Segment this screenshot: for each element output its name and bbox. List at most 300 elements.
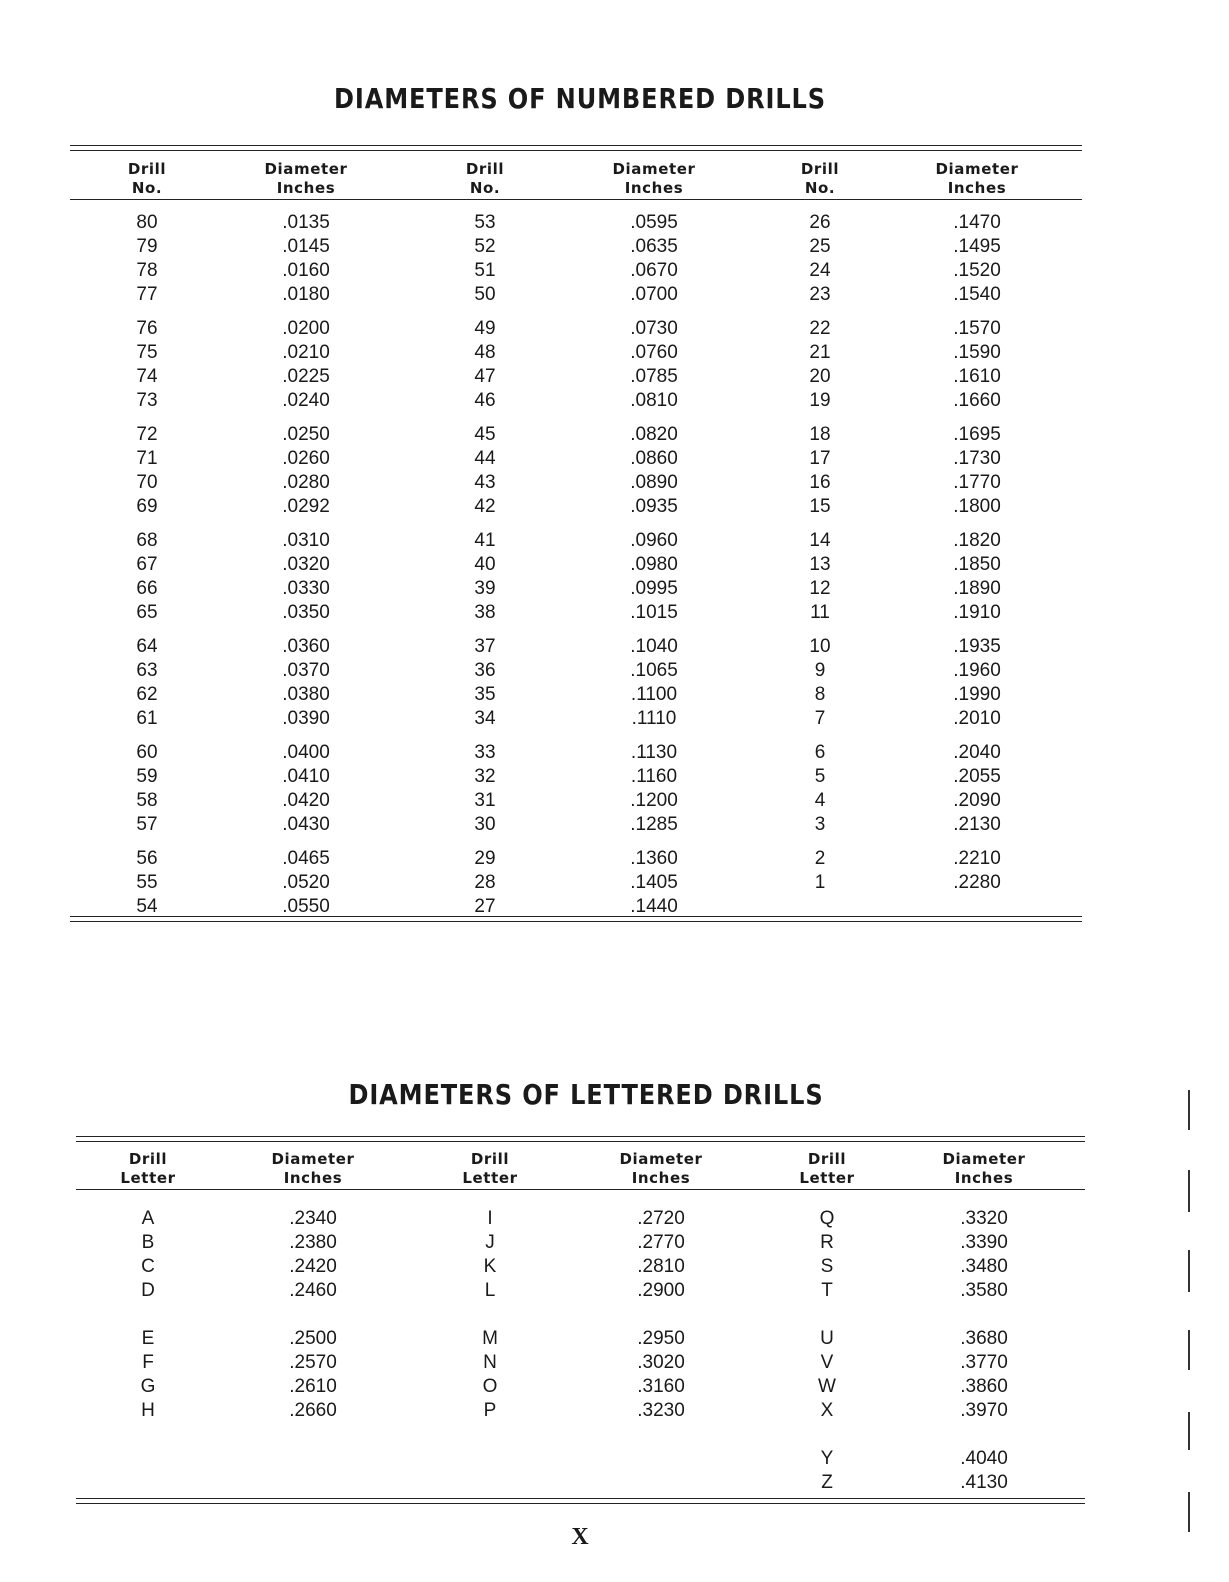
table-row bbox=[70, 813, 1082, 837]
drill-number-cell: 48 bbox=[474, 342, 496, 363]
drill-number-cell: 69 bbox=[136, 496, 158, 517]
drill-number-cell: 78 bbox=[136, 260, 158, 281]
column-header-drill-letter bbox=[430, 1150, 550, 1188]
drill-number-cell: 27 bbox=[474, 896, 496, 917]
diameter-cell: .0420 bbox=[282, 790, 330, 811]
drill-letter-cell: W bbox=[818, 1376, 836, 1397]
drill-number-cell: 60 bbox=[136, 742, 158, 763]
diameter-cell: .2500 bbox=[289, 1328, 337, 1349]
drill-number-cell: 64 bbox=[136, 636, 158, 657]
drill-letter-cell: V bbox=[820, 1352, 834, 1373]
table-row bbox=[70, 283, 1082, 307]
drill-number-cell: 40 bbox=[474, 554, 496, 575]
diameter-cell: .0760 bbox=[630, 342, 678, 363]
table-row bbox=[70, 259, 1082, 283]
drill-number-cell: 13 bbox=[809, 554, 831, 575]
diameter-cell: .1660 bbox=[953, 390, 1001, 411]
diameter-cell: .0935 bbox=[630, 496, 678, 517]
header-line: Inches bbox=[624, 179, 684, 197]
header-line: Letter bbox=[120, 1169, 176, 1187]
drill-number-cell: 49 bbox=[474, 318, 496, 339]
drill-number-cell: 67 bbox=[136, 554, 158, 575]
drill-letter-cell: P bbox=[483, 1400, 497, 1421]
diameter-cell: .1590 bbox=[953, 342, 1001, 363]
header-line: Letter bbox=[462, 1169, 518, 1187]
diameter-cell: .1495 bbox=[953, 236, 1001, 257]
header-line: Drill bbox=[470, 1150, 510, 1168]
header-line: Inches bbox=[631, 1169, 691, 1187]
drill-letter-cell: O bbox=[482, 1376, 498, 1397]
diameter-cell: .0730 bbox=[630, 318, 678, 339]
drill-letter-cell: G bbox=[140, 1376, 156, 1397]
drill-number-cell: 77 bbox=[136, 284, 158, 305]
header-line: Inches bbox=[283, 1169, 343, 1187]
drill-number-cell: 21 bbox=[809, 342, 831, 363]
diameter-cell: .3160 bbox=[637, 1376, 685, 1397]
diameter-cell: .1360 bbox=[630, 848, 678, 869]
drill-number-cell: 43 bbox=[474, 472, 496, 493]
drill-number-cell: 9 bbox=[814, 660, 826, 681]
diameter-cell: .1285 bbox=[630, 814, 678, 835]
drill-number-cell: 53 bbox=[474, 212, 496, 233]
table-row bbox=[76, 1351, 1085, 1375]
drill-number-cell: 73 bbox=[136, 390, 158, 411]
drill-number-cell: 41 bbox=[474, 530, 496, 551]
diameter-cell: .1935 bbox=[953, 636, 1001, 657]
drill-number-cell: 22 bbox=[809, 318, 831, 339]
page-number: X bbox=[571, 1524, 589, 1550]
column-header-diameter bbox=[924, 1150, 1044, 1188]
margin-mark bbox=[1188, 1170, 1190, 1212]
drill-number-cell: 62 bbox=[136, 684, 158, 705]
diameter-cell: .1570 bbox=[953, 318, 1001, 339]
diameter-cell: .1610 bbox=[953, 366, 1001, 387]
table-row bbox=[70, 789, 1082, 813]
header-line: No. bbox=[131, 179, 163, 197]
drill-number-cell: 19 bbox=[809, 390, 831, 411]
diameter-cell: .0960 bbox=[630, 530, 678, 551]
header-line: Drill bbox=[465, 160, 505, 178]
table-row bbox=[76, 1255, 1085, 1279]
diameter-cell: .2040 bbox=[953, 742, 1001, 763]
drill-number-cell: 59 bbox=[136, 766, 158, 787]
drill-number-cell: 7 bbox=[814, 708, 826, 729]
diameter-cell: .0595 bbox=[630, 212, 678, 233]
diameter-cell: .2950 bbox=[637, 1328, 685, 1349]
drill-number-cell: 57 bbox=[136, 814, 158, 835]
table-row bbox=[70, 871, 1082, 895]
diameter-cell: .3020 bbox=[637, 1352, 685, 1373]
table-row bbox=[70, 577, 1082, 601]
drill-number-cell: 25 bbox=[809, 236, 831, 257]
diameter-cell: .1440 bbox=[630, 896, 678, 917]
drill-number-cell: 20 bbox=[809, 366, 831, 387]
diameter-cell: .2210 bbox=[953, 848, 1001, 869]
drill-number-cell: 46 bbox=[474, 390, 496, 411]
diameter-cell: .2380 bbox=[289, 1232, 337, 1253]
drill-number-cell: 50 bbox=[474, 284, 496, 305]
header-line: Drill bbox=[127, 160, 167, 178]
drill-number-cell: 47 bbox=[474, 366, 496, 387]
drill-number-cell: 1 bbox=[814, 872, 826, 893]
table-row bbox=[76, 1207, 1085, 1231]
table-row bbox=[76, 1375, 1085, 1399]
table-bottom-rule bbox=[70, 916, 1082, 922]
diameter-cell: .4130 bbox=[960, 1472, 1008, 1493]
table-row bbox=[70, 741, 1082, 765]
diameter-cell: .2460 bbox=[289, 1280, 337, 1301]
diameter-cell: .0550 bbox=[282, 896, 330, 917]
table-top-rule bbox=[76, 1136, 1085, 1142]
drill-number-cell: 34 bbox=[474, 708, 496, 729]
drill-number-cell: 18 bbox=[809, 424, 831, 445]
diameter-cell: .2010 bbox=[953, 708, 1001, 729]
column-header-diameter bbox=[246, 160, 366, 198]
diameter-cell: .1730 bbox=[953, 448, 1001, 469]
drill-letter-cell: X bbox=[820, 1400, 834, 1421]
table-row bbox=[70, 765, 1082, 789]
header-line: Diameter bbox=[264, 160, 348, 178]
table-row bbox=[76, 1231, 1085, 1255]
drill-letter-cell: S bbox=[820, 1256, 834, 1277]
header-line: Diameter bbox=[619, 1150, 703, 1168]
drill-number-cell: 79 bbox=[136, 236, 158, 257]
diameter-cell: .2720 bbox=[637, 1208, 685, 1229]
drill-letter-cell: Q bbox=[819, 1208, 835, 1229]
diameter-cell: .1200 bbox=[630, 790, 678, 811]
drill-number-cell: 37 bbox=[474, 636, 496, 657]
drill-number-cell: 32 bbox=[474, 766, 496, 787]
diameter-cell: .1960 bbox=[953, 660, 1001, 681]
drill-letter-cell: K bbox=[483, 1256, 497, 1277]
drill-letter-cell: H bbox=[141, 1400, 155, 1421]
diameter-cell: .0180 bbox=[282, 284, 330, 305]
diameter-cell: .0860 bbox=[630, 448, 678, 469]
diameter-cell: .2770 bbox=[637, 1232, 685, 1253]
drill-letter-cell: I bbox=[487, 1208, 493, 1229]
header-rule bbox=[76, 1189, 1085, 1190]
diameter-cell: .1910 bbox=[953, 602, 1001, 623]
lettered-drills-title: DIAMETERS OF LETTERED DRILLS bbox=[348, 1078, 824, 1111]
header-line: Inches bbox=[954, 1169, 1014, 1187]
diameter-cell: .1160 bbox=[630, 766, 678, 787]
margin-mark bbox=[1188, 1330, 1190, 1370]
table-row bbox=[70, 529, 1082, 553]
header-line: Drill bbox=[128, 1150, 168, 1168]
diameter-cell: .0820 bbox=[630, 424, 678, 445]
drill-number-cell: 12 bbox=[809, 578, 831, 599]
drill-number-cell: 70 bbox=[136, 472, 158, 493]
table-row bbox=[70, 471, 1082, 495]
diameter-cell: .3480 bbox=[960, 1256, 1008, 1277]
drill-number-cell: 36 bbox=[474, 660, 496, 681]
diameter-cell: .0280 bbox=[282, 472, 330, 493]
drill-letter-cell: N bbox=[483, 1352, 497, 1373]
diameter-cell: .1040 bbox=[630, 636, 678, 657]
diameter-cell: .0785 bbox=[630, 366, 678, 387]
header-line: Diameter bbox=[612, 160, 696, 178]
drill-number-cell: 56 bbox=[136, 848, 158, 869]
diameter-cell: .2420 bbox=[289, 1256, 337, 1277]
table-row bbox=[70, 235, 1082, 259]
diameter-cell: .0635 bbox=[630, 236, 678, 257]
diameter-cell: .1405 bbox=[630, 872, 678, 893]
diameter-cell: .0210 bbox=[282, 342, 330, 363]
header-line: Drill bbox=[800, 160, 840, 178]
drill-letter-cell: T bbox=[821, 1280, 833, 1301]
diameter-cell: .1130 bbox=[630, 742, 678, 763]
margin-mark bbox=[1188, 1492, 1190, 1532]
header-line: Diameter bbox=[942, 1150, 1026, 1168]
column-header-diameter bbox=[601, 1150, 721, 1188]
drill-number-cell: 66 bbox=[136, 578, 158, 599]
diameter-cell: .0465 bbox=[282, 848, 330, 869]
header-line: Letter bbox=[799, 1169, 855, 1187]
diameter-cell: .3580 bbox=[960, 1280, 1008, 1301]
diameter-cell: .0350 bbox=[282, 602, 330, 623]
diameter-cell: .2280 bbox=[953, 872, 1001, 893]
diameter-cell: .1770 bbox=[953, 472, 1001, 493]
drill-number-cell: 80 bbox=[136, 212, 158, 233]
diameter-cell: .2130 bbox=[953, 814, 1001, 835]
table-row bbox=[70, 423, 1082, 447]
drill-number-cell: 11 bbox=[810, 602, 830, 623]
diameter-cell: .0670 bbox=[630, 260, 678, 281]
drill-number-cell: 28 bbox=[474, 872, 496, 893]
table-row bbox=[76, 1279, 1085, 1303]
drill-number-cell: 33 bbox=[474, 742, 496, 763]
diameter-cell: .0160 bbox=[282, 260, 330, 281]
diameter-cell: .4040 bbox=[960, 1448, 1008, 1469]
table-row bbox=[76, 1399, 1085, 1423]
table-row bbox=[76, 1471, 1085, 1495]
diameter-cell: .1800 bbox=[953, 496, 1001, 517]
table-row bbox=[70, 707, 1082, 731]
drill-letter-cell: U bbox=[820, 1328, 834, 1349]
drill-number-cell: 61 bbox=[136, 708, 158, 729]
diameter-cell: .0330 bbox=[282, 578, 330, 599]
diameter-cell: .0980 bbox=[630, 554, 678, 575]
drill-number-cell: 72 bbox=[136, 424, 158, 445]
diameter-cell: .0410 bbox=[282, 766, 330, 787]
diameter-cell: .2340 bbox=[289, 1208, 337, 1229]
drill-number-cell: 8 bbox=[814, 684, 826, 705]
diameter-cell: .0995 bbox=[630, 578, 678, 599]
drill-number-cell: 23 bbox=[809, 284, 831, 305]
diameter-cell: .3320 bbox=[960, 1208, 1008, 1229]
table-row bbox=[76, 1447, 1085, 1471]
drill-number-cell: 30 bbox=[474, 814, 496, 835]
drill-number-cell: 14 bbox=[809, 530, 831, 551]
diameter-cell: .1820 bbox=[953, 530, 1001, 551]
drill-letter-cell: M bbox=[482, 1328, 498, 1349]
diameter-cell: .0400 bbox=[282, 742, 330, 763]
drill-number-cell: 10 bbox=[809, 636, 831, 657]
diameter-cell: .3770 bbox=[960, 1352, 1008, 1373]
table-top-rule bbox=[70, 145, 1082, 151]
diameter-cell: .3390 bbox=[960, 1232, 1008, 1253]
diameter-cell: .1470 bbox=[953, 212, 1001, 233]
diameter-cell: .0250 bbox=[282, 424, 330, 445]
drill-number-cell: 74 bbox=[136, 366, 158, 387]
diameter-cell: .0430 bbox=[282, 814, 330, 835]
diameter-cell: .1015 bbox=[630, 602, 678, 623]
diameter-cell: .0292 bbox=[282, 496, 330, 517]
table-row bbox=[70, 683, 1082, 707]
drill-number-cell: 51 bbox=[474, 260, 496, 281]
table-row bbox=[70, 211, 1082, 235]
diameter-cell: .1110 bbox=[631, 708, 677, 729]
diameter-cell: .2055 bbox=[953, 766, 1001, 787]
drill-number-cell: 3 bbox=[814, 814, 826, 835]
table-row bbox=[70, 495, 1082, 519]
drill-letter-cell: L bbox=[484, 1280, 496, 1301]
lettered-drills-table bbox=[76, 1136, 1085, 1508]
drill-number-cell: 26 bbox=[809, 212, 831, 233]
numbered-drills-title: DIAMETERS OF NUMBERED DRILLS bbox=[334, 82, 826, 115]
drill-number-cell: 6 bbox=[814, 742, 826, 763]
drill-number-cell: 52 bbox=[474, 236, 496, 257]
numbered-drills-table bbox=[70, 145, 1082, 925]
diameter-cell: .2660 bbox=[289, 1400, 337, 1421]
diameter-cell: .0200 bbox=[282, 318, 330, 339]
table-bottom-rule bbox=[76, 1498, 1085, 1504]
diameter-cell: .2810 bbox=[637, 1256, 685, 1277]
drill-number-cell: 17 bbox=[809, 448, 831, 469]
margin-mark bbox=[1188, 1412, 1190, 1450]
drill-number-cell: 39 bbox=[474, 578, 496, 599]
drill-number-cell: 45 bbox=[474, 424, 496, 445]
drill-number-cell: 24 bbox=[809, 260, 831, 281]
drill-letter-cell: C bbox=[141, 1256, 155, 1277]
diameter-cell: .1520 bbox=[953, 260, 1001, 281]
diameter-cell: .0520 bbox=[282, 872, 330, 893]
header-line: Diameter bbox=[271, 1150, 355, 1168]
drill-number-cell: 68 bbox=[136, 530, 158, 551]
header-line: No. bbox=[804, 179, 836, 197]
diameter-cell: .1990 bbox=[953, 684, 1001, 705]
drill-number-cell: 31 bbox=[474, 790, 496, 811]
diameter-cell: .1540 bbox=[953, 284, 1001, 305]
drill-number-cell: 44 bbox=[474, 448, 496, 469]
header-line: Diameter bbox=[935, 160, 1019, 178]
drill-number-cell: 54 bbox=[136, 896, 158, 917]
header-line: No. bbox=[469, 179, 501, 197]
column-header-drill-letter bbox=[767, 1150, 887, 1188]
diameter-cell: .2610 bbox=[289, 1376, 337, 1397]
diameter-cell: .0810 bbox=[630, 390, 678, 411]
diameter-cell: .2570 bbox=[289, 1352, 337, 1373]
drill-number-cell: 58 bbox=[136, 790, 158, 811]
diameter-cell: .3860 bbox=[960, 1376, 1008, 1397]
diameter-cell: .3680 bbox=[960, 1328, 1008, 1349]
column-header-diameter bbox=[917, 160, 1037, 198]
diameter-cell: .2900 bbox=[637, 1280, 685, 1301]
drill-number-cell: 42 bbox=[474, 496, 496, 517]
header-line: Drill bbox=[807, 1150, 847, 1168]
diameter-cell: .0370 bbox=[282, 660, 330, 681]
table-row bbox=[70, 553, 1082, 577]
drill-number-cell: 38 bbox=[474, 602, 496, 623]
header-line: Inches bbox=[947, 179, 1007, 197]
drill-number-cell: 65 bbox=[136, 602, 158, 623]
drill-letter-cell: J bbox=[485, 1232, 495, 1253]
drill-letter-cell: B bbox=[141, 1232, 155, 1253]
drill-number-cell: 2 bbox=[814, 848, 826, 869]
diameter-cell: .3230 bbox=[637, 1400, 685, 1421]
drill-letter-cell: R bbox=[820, 1232, 834, 1253]
drill-letter-cell: D bbox=[141, 1280, 155, 1301]
diameter-cell: .0320 bbox=[282, 554, 330, 575]
diameter-cell: .0310 bbox=[282, 530, 330, 551]
drill-number-cell: 35 bbox=[474, 684, 496, 705]
table-row bbox=[70, 847, 1082, 871]
column-header-drill-number bbox=[425, 160, 545, 198]
table-row bbox=[70, 341, 1082, 365]
drill-number-cell: 55 bbox=[136, 872, 158, 893]
drill-letter-cell: Y bbox=[820, 1448, 834, 1469]
drill-number-cell: 71 bbox=[136, 448, 158, 469]
diameter-cell: .0390 bbox=[282, 708, 330, 729]
drill-number-cell: 29 bbox=[474, 848, 496, 869]
diameter-cell: .1850 bbox=[953, 554, 1001, 575]
diameter-cell: .1695 bbox=[953, 424, 1001, 445]
drill-letter-cell: A bbox=[141, 1208, 155, 1229]
diameter-cell: .1065 bbox=[630, 660, 678, 681]
margin-mark bbox=[1188, 1090, 1190, 1130]
diameter-cell: .0380 bbox=[282, 684, 330, 705]
diameter-cell: .0890 bbox=[630, 472, 678, 493]
diameter-cell: .2090 bbox=[953, 790, 1001, 811]
column-header-drill-number bbox=[87, 160, 207, 198]
table-row bbox=[70, 317, 1082, 341]
column-header-diameter bbox=[594, 160, 714, 198]
margin-mark bbox=[1188, 1250, 1190, 1292]
drill-number-cell: 5 bbox=[814, 766, 826, 787]
table-row bbox=[70, 659, 1082, 683]
diameter-cell: .0240 bbox=[282, 390, 330, 411]
column-header-drill-letter bbox=[88, 1150, 208, 1188]
drill-letter-cell: E bbox=[141, 1328, 155, 1349]
drill-number-cell: 63 bbox=[136, 660, 158, 681]
drill-number-cell: 76 bbox=[136, 318, 158, 339]
column-header-drill-number bbox=[760, 160, 880, 198]
diameter-cell: .0700 bbox=[630, 284, 678, 305]
drill-number-cell: 4 bbox=[814, 790, 826, 811]
table-row bbox=[70, 365, 1082, 389]
diameter-cell: .0360 bbox=[282, 636, 330, 657]
column-header-diameter bbox=[253, 1150, 373, 1188]
table-row bbox=[70, 635, 1082, 659]
table-row bbox=[70, 389, 1082, 413]
diameter-cell: .0145 bbox=[282, 236, 330, 257]
drill-number-cell: 75 bbox=[136, 342, 158, 363]
header-rule bbox=[70, 199, 1082, 200]
diameter-cell: .0225 bbox=[282, 366, 330, 387]
drill-letter-cell: Z bbox=[821, 1472, 833, 1493]
diameter-cell: .0260 bbox=[282, 448, 330, 469]
drill-number-cell: 16 bbox=[809, 472, 831, 493]
diameter-cell: .1100 bbox=[630, 684, 678, 705]
drill-letter-cell: F bbox=[142, 1352, 154, 1373]
diameter-cell: .0135 bbox=[282, 212, 330, 233]
diameter-cell: .3970 bbox=[960, 1400, 1008, 1421]
header-line: Inches bbox=[276, 179, 336, 197]
drill-number-cell: 15 bbox=[809, 496, 831, 517]
table-row bbox=[70, 447, 1082, 471]
table-row bbox=[76, 1327, 1085, 1351]
diameter-cell: .1890 bbox=[953, 578, 1001, 599]
